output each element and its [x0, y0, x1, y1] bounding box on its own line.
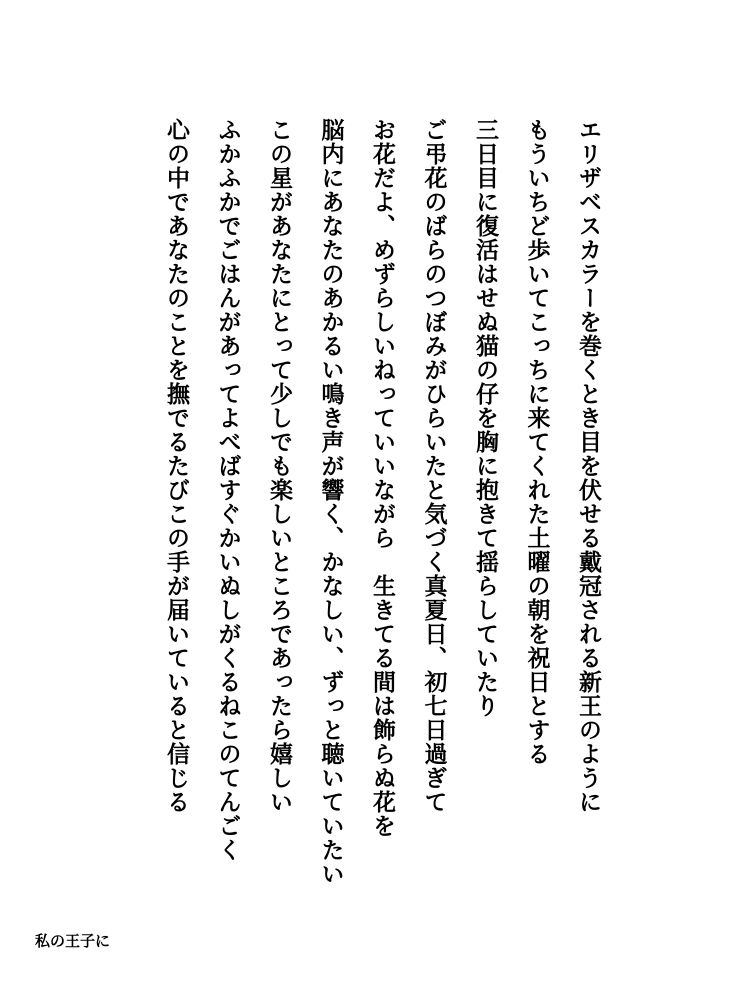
poem-line-9: 心の中であなたのことを撫でるたびこの手が届いていると信じる: [163, 118, 190, 814]
poem: [160, 118, 602, 886]
poem-line-7: この星があなたにとって少しでも楽しいところであったら嬉しい: [266, 118, 293, 814]
poem-line-5: お花だよ、めずらしいねっていいながら 生きてる間は飾らぬ花を: [369, 118, 396, 838]
poem-line-6: 脳内にあなたのあかるい鳴き声が響く、かなしい、ずっと聴いていたい: [317, 118, 345, 886]
poem-line-1: エリザベスカラーを巻くとき目を伏せる戴冠される新王のように: [575, 118, 602, 814]
poem-line-8: ふかふかでごはんがあってよべばすぐかいぬしがくるねこのてんごく: [214, 118, 242, 862]
poem-line-4: ご弔花のばらのつぼみがひらいたと気づく真夏日、初七日過ぎて: [420, 118, 448, 814]
poem-line-2: もういちど歩いてこっちに来てくれた土曜の朝を祝日とする: [523, 118, 551, 766]
dedication-signature: 私の王子に: [35, 932, 111, 950]
poem-line-3: 三日目に復活はせぬ猫の仔を胸に抱きて揺らしていたり: [472, 118, 499, 718]
